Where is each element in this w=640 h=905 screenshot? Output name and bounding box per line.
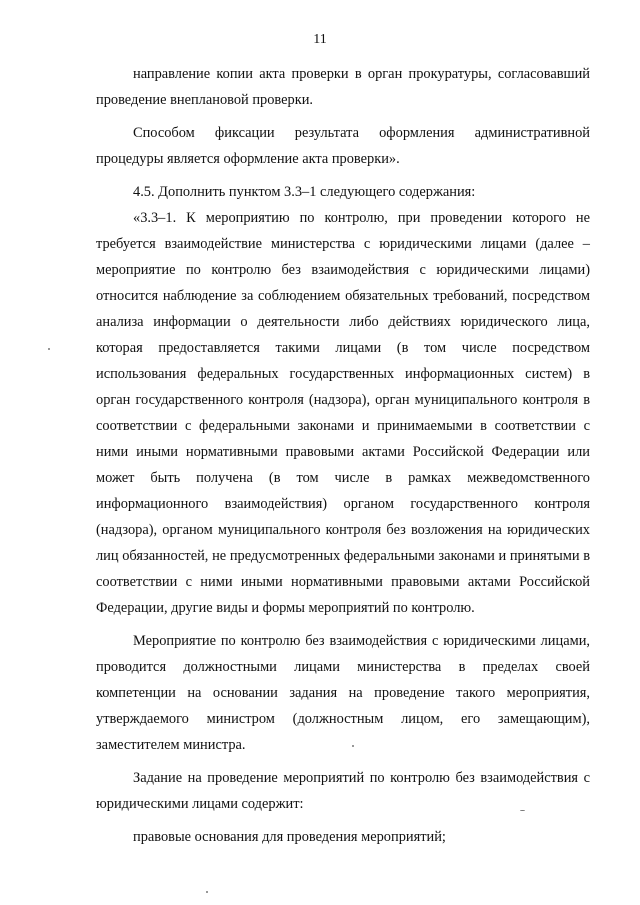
paragraph-1: направление копии акта проверки в орган прокуратуры, согласовавший проведение внеплановой проверки. — [96, 66, 590, 108]
scan-speck — [520, 810, 525, 811]
scan-speck — [48, 348, 50, 350]
paragraph-2: Способом фиксации результата оформления административной процедуры является оформление акта проверки». — [96, 125, 590, 167]
document-body — [96, 61, 590, 850]
page-number: 11 — [313, 32, 327, 47]
scan-speck — [206, 891, 208, 893]
paragraph-3: 4.5. Дополнить пунктом 3.3–1 следующего содержания: — [133, 184, 476, 200]
scan-speck — [352, 745, 354, 747]
paragraph-5: Мероприятие по контролю без взаимодействия с юридическими лицами, проводится должностными лицами министерства в пределах своей компетенции на основании задания на проведение такого мероприятия, утверждаемого министром (должностным лицом, его замещающим), заместителем министра. — [96, 633, 590, 753]
paragraph-7: правовые основания для проведения мероприятий; — [133, 829, 446, 845]
paragraph-4: «3.3–1. К мероприятию по контролю, при проведении которого не требуется взаимодействие министерства с юридическими лицами (далее – мероприятие по контролю без взаимодействия с юридическими лицами) относится наблюдение за соблюдением обязательных требований, посредством анализа информации о деятельности либо действиях юридического лица, которая предоставляется такими лицами (в том числе посредством использования федеральных государственных информационных систем) в орган государственного контроля (надзора), орган муниципального контроля в соответствии с федеральными законами и принимаемыми в соответствии с ними иными нормативными правовыми актами Российской Федерации или может быть получена (в том числе в рамках межведомственного информационного взаимодействия) органом государственного контроля (надзора), органом муниципального контроля без возложения на юридических лиц обязанностей, не предусмотренных федеральными законами и принятыми в соответствии с ними иными нормативными правовыми актами Российской Федерации, другие виды и формы мероприятий по контролю. — [96, 210, 590, 616]
paragraph-6: Задание на проведение мероприятий по контролю без взаимодействия с юридическими лицами содержит: — [96, 770, 590, 812]
